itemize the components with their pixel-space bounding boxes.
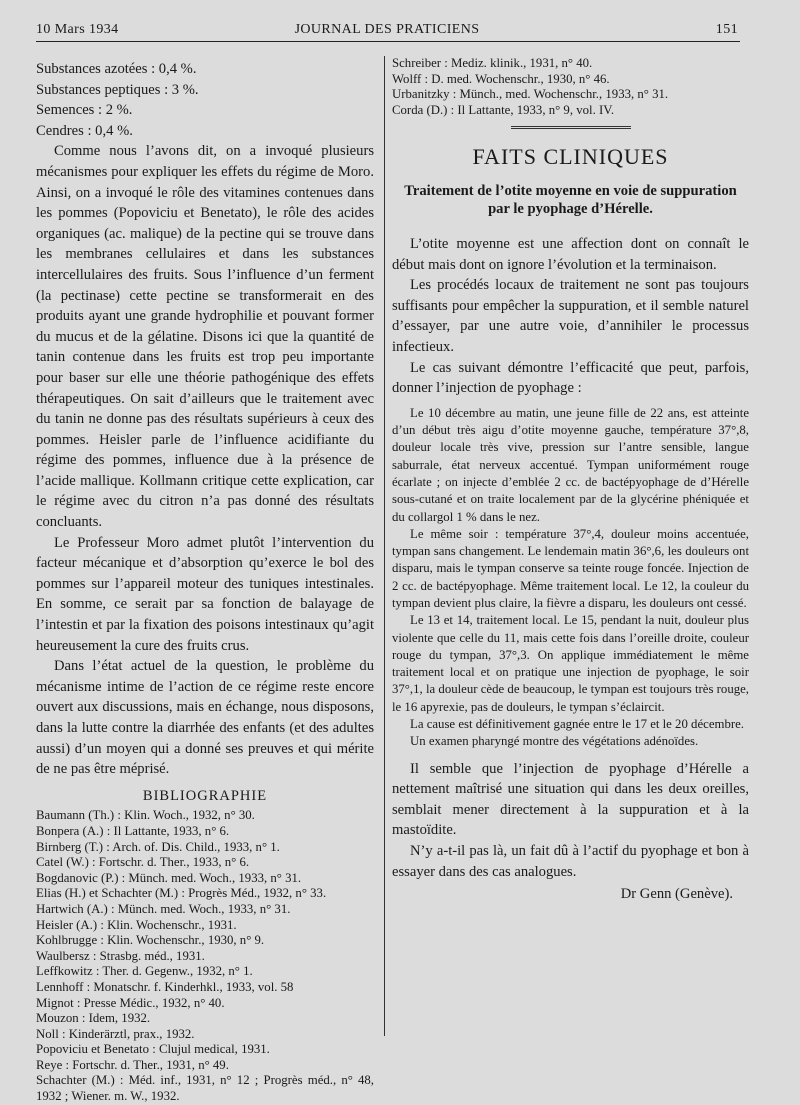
bibliography-entry: Leffkowitz : Ther. d. Gegenw., 1932, n° 1. — [36, 964, 253, 979]
bibliography-entry: Noll : Kinderärztl, prax., 1932. — [36, 1026, 195, 1041]
bibliography-entry: Waulbersz : Strasbg. méd., 1931. — [36, 948, 205, 963]
section-title: FAITS CLINIQUES — [472, 144, 669, 170]
bibliography-entry: Wolff : D. med. Wochenschr., 1930, n° 46. — [392, 71, 610, 86]
bibliography-entry: Birnberg (T.) : Arch. of. Dis. Child., 1933, n° 1. — [36, 839, 280, 854]
bibliography-entry: Mignot : Presse Médic., 1932, n° 40. — [36, 995, 225, 1010]
left-column — [36, 59, 374, 1105]
bibliography-list — [36, 808, 374, 1104]
case-paragraph: La cause est définitivement gagnée entre le 17 et le 20 décembre. — [410, 717, 744, 732]
body-paragraph: Le cas suivant démontre l’efficacité que peut, parfois, donner l’injection de pyophage : — [392, 359, 749, 397]
case-paragraph: Le même soir : température 37°,4, douleur moins accentuée, tympan sans changement. Le lendemain matin 36°,6, les douleurs ont disparu, mais le tympan conserve sa teinte rouge foncée. Injection de 2 cc. de bactépyophage. Même traitement local. Le 12, la couleur du tympan devient plus claire, la fièvre a disparu, les douleurs ont cessé. — [392, 526, 749, 610]
body-paragraph: Les procédés locaux de traitement ne sont pas toujours suffisants pour empêcher la suppuration, et il semble naturel d’essayer, par une autre voie, d’annihiler le processus infectieux. — [392, 277, 749, 355]
bibliography-entry: Schreiber : Mediz. klinik., 1931, n° 40. — [392, 56, 593, 70]
body-paragraph: Le Professeur Moro admet plutôt l’intervention du facteur mécanique et d’absorption qu’exerce le bol des pommes sur l’appareil moteur des tuniques intestinales. En somme, ce serait par sa fonction de balayage de l’intestin et par la fixation des poisons intestinaux qu’agit heureusement la cure des fruits crus. — [36, 534, 374, 654]
list-item: Semences : 2 %. — [36, 102, 133, 119]
author-signature: Dr Genn (Genève). — [620, 886, 733, 903]
bibliography-entry: Catel (W.) : Fortschr. d. Ther., 1933, n° 6. — [36, 855, 250, 870]
body-paragraph: Il semble que l’injection de pyophage d’Hérelle a nettement maîtrisé une situation qui dans les deux oreilles, semblait mener directement à la suppuration et à la mastoïdite. — [392, 760, 749, 839]
header-date: 10 Mars 1934 — [36, 22, 119, 37]
case-paragraph: Un examen pharyngé montre des végétations adénoïdes. — [410, 734, 699, 749]
list-item: Substances peptiques : 3 %. — [36, 81, 199, 98]
bibliography-entry: Kohlbrugge : Klin. Wochenschr., 1930, n° 9. — [36, 933, 265, 948]
composition-list — [36, 59, 374, 141]
bibliography-entry: Reye : Fortschr. d. Ther., 1931, n° 49. — [36, 1057, 229, 1072]
list-item: Cendres : 0,4 %. — [36, 122, 133, 139]
running-header — [36, 22, 738, 40]
column-divider — [384, 56, 385, 1036]
case-paragraph: Le 10 décembre au matin, une jeune fille de 22 ans, est atteinte d’un début très aigu d’otite moyenne gauche, température 37°,8, douleur locale très vive, pression sur l’antre sensible, langue saburrale, état nerveux accentué. Tympan uniformément rouge écarlate ; on injecte d’emblée 2 cc. de bactépyophage de d’Hérelle sous-cutané et on traite localement par de la glycérine phéniquée et du collargol 1 % dans le nez. — [392, 405, 749, 524]
case-paragraph: Le 13 et 14, traitement local. Le 15, pendant la nuit, douleur plus violente que celle du 11, mais cette fois dans l’oreille droite, couleur rouge du tympan, 37°,3. On applique immédiatement le même traitement local et on pratique une injection de pyophage, le soir 37°,1, la douleur cède de beaucoup, le tympan est toujours très rouge, le 16 apyrexie, pas de douleurs, le tympan s’éclaircit. — [392, 613, 749, 714]
right-column — [392, 56, 749, 905]
bibliography-entry: Hartwich (A.) : Münch. med. Woch., 1933, n° 31. — [36, 901, 291, 916]
header-journal-title: JOURNAL DES PRATICIENS — [294, 22, 480, 37]
body-paragraph: N’y a-t-il pas là, un fait dû à l’actif du pyophage et bon à essayer dans des cas analogues. — [392, 843, 749, 880]
bibliography-entry: Mouzon : Idem, 1932. — [36, 1011, 151, 1026]
bibliography-entry: Baumann (Th.) : Klin. Woch., 1932, n° 30. — [36, 808, 255, 823]
bibliography-entry: Schachter (M.) : Méd. inf., 1931, n° 12 ; Progrès méd., n° 48, 1932 ; Wiener. m. W., 1932. — [36, 1073, 374, 1104]
bibliography-continued — [392, 56, 749, 118]
section-separator — [511, 126, 631, 129]
body-paragraph: Dans l’état actuel de la question, le problème du mécanisme intime de l’action de ce régime reste encore ouvert aux discussions, mais en échange, nous disposons, dans la lutte contre la diarrhée des enfants (et des adultes aussi) d’un moyen qui a donné ses preuves et qui mérite de ne pas être méprisé. — [36, 658, 374, 778]
bibliography-entry: Corda (D.) : Il Lattante, 1933, n° 9, vol. IV. — [392, 102, 615, 117]
bibliography-title: BIBLIOGRAPHIE — [142, 787, 268, 804]
bibliography-entry: Heisler (A.) : Klin. Wochenschr., 1931. — [36, 917, 237, 932]
list-item: Substances azotées : 0,4 %. — [36, 61, 197, 77]
bibliography-entry: Urbanitzky : Münch., med. Wochenschr., 1933, n° 31. — [392, 87, 669, 102]
bibliography-entry: Popoviciu et Benetato : Clujul medical, 1931. — [36, 1042, 270, 1057]
bibliography-entry: Elias (H.) et Schachter (M.) : Progrès Méd., 1932, n° 33. — [36, 886, 327, 901]
bibliography-entry: Bonpera (A.) : Il Lattante, 1933, n° 6. — [36, 823, 230, 838]
article-title: Traitement de l’otite moyenne en voie de suppuration par le pyophage d’Hérelle. — [404, 182, 737, 217]
header-rule — [36, 41, 740, 42]
bibliography-entry: Bogdanovic (P.) : Münch. med. Woch., 1933, n° 31. — [36, 870, 302, 885]
bibliography-entry: Lennhoff : Monatschr. f. Kinderhkl., 1933, vol. 58 — [36, 979, 294, 994]
header-page-number: 151 — [715, 22, 738, 37]
body-paragraph: L’otite moyenne est une affection dont on connaît le début mais dont on ignore l’évolution et la terminaison. — [392, 235, 749, 273]
body-paragraph: Comme nous l’avons dit, on a invoqué plusieurs mécanismes pour expliquer les effets du régime de Moro. Ainsi, on a invoqué le rôle des vitamines contenues dans les pommes (Popoviciu et Benetato), le rôle des acides organiques (ac. malique) de la pectine qui se trouve dans les membranes cellulaires et dans les substances intercellulaires des fruits. Sous l’influence d’un ferment (la pectinase) cette pectine se transformerait en des produits ayant une grande hydrophilie et pouvant former du mucus et de la gélatine. Disons ici que la quantité de tanin contenue dans les fruits est trop peu importante pour baser sur elle une théorie pathogénique des effets thérapeutiques. On sait d’ailleurs que le traitement avec du tanin ne donne pas des résultats supérieurs à ceux des pommes. Heisler parle de l’influence acidifiante du régime des pommes, influence due à la présence de l’acide mallique. Kollmann critique cette explication, car le régime avec du citron n’a pas donné des résultats concluants. — [36, 143, 374, 531]
